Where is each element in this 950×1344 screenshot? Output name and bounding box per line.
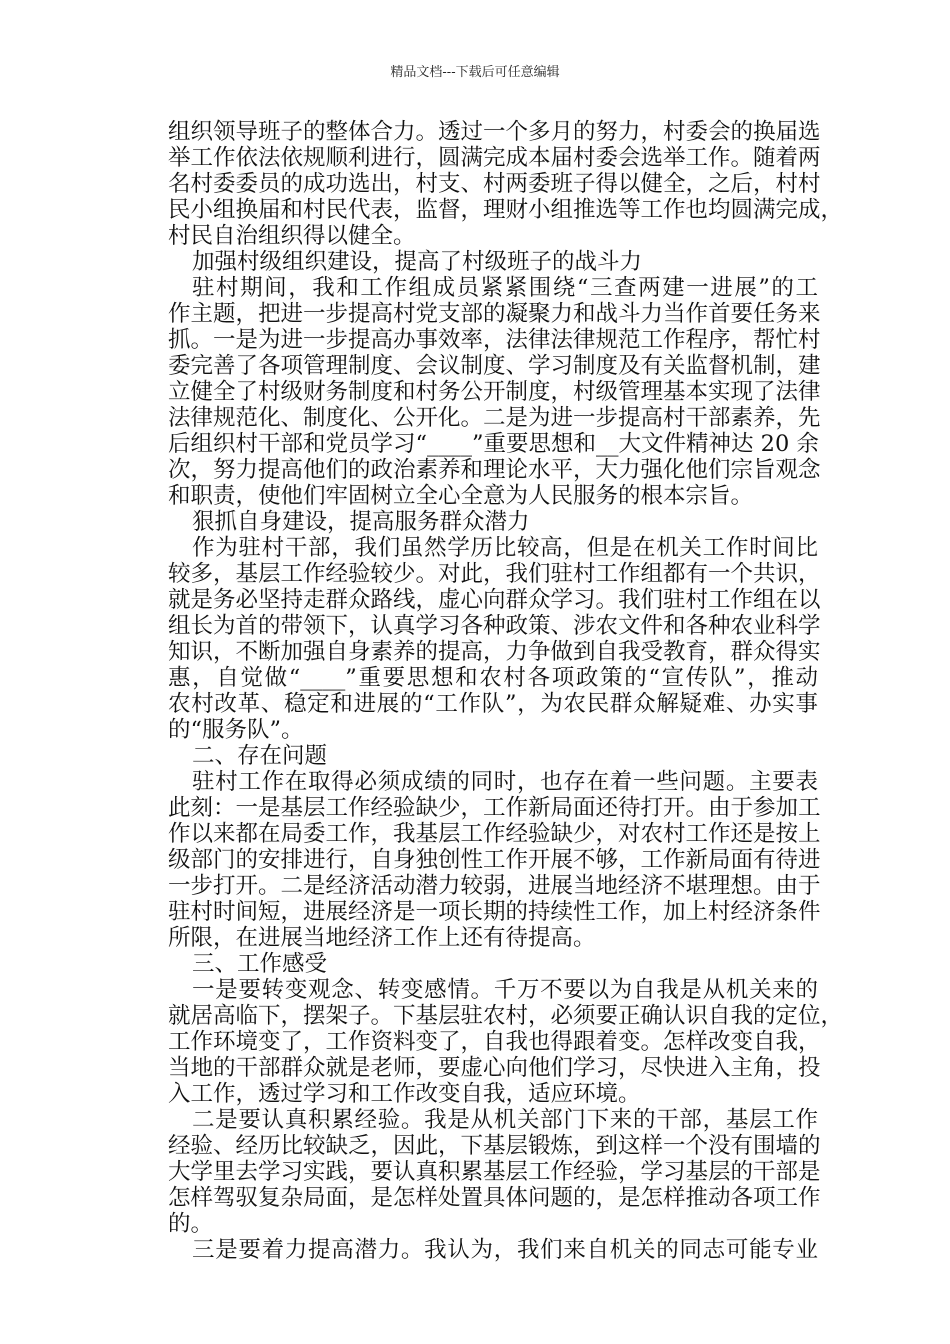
text-line: 一是要转变观念、转变感情。千万不要以为自我是从机关来的: [192, 977, 818, 1003]
text-line: 组长为首的带领下，认真学习各种政策、涉农文件和各种农业科学: [168, 613, 821, 639]
text-line: 和职责，使他们牢固树立全心全意为人民服务的根本宗旨。: [168, 483, 754, 509]
text-line: 农村改革、稳定和进展的“工作队”，为农民群众解疑难、办实事: [168, 691, 818, 717]
section-heading: 加强村级组织建设，提高了村级班子的战斗力: [192, 249, 643, 275]
text-line: 惠，自觉做“____”重要思想和农村各项政策的“宣传队”，推动: [168, 665, 818, 691]
text-line: 作以来都在局委工作，我基层工作经验缺少，对农村工作还是按上: [168, 821, 821, 847]
text-line: 所限，在进展当地经济工作上还有待提高。: [168, 925, 596, 951]
text-line: 大学里去学习实践，要认真积累基层工作经验，学习基层的干部是: [168, 1159, 821, 1185]
text-line: 组织领导班子的整体合力。透过一个多月的努力，村委会的换届选: [168, 119, 821, 145]
text-line: 的。: [168, 1211, 214, 1237]
text-line: 知识，不断加强自身素养的提高，力争做到自我受教育，群众得实: [168, 639, 821, 665]
text-line: 法律规范化、制度化、公开化。二是为进一步提高村干部素养，先: [168, 405, 821, 431]
text-line: 怎样驾驭复杂局面，是怎样处置具体问题的，是怎样推动各项工作: [168, 1185, 821, 1211]
text-line: 的“服务队”。: [168, 717, 304, 743]
text-line: 驻村工作在取得必须成绩的同时，也存在着一些问题。主要表: [192, 769, 818, 795]
text-line: 工作环境变了，工作资料变了，自我也得跟着变。怎样改变自我，: [168, 1029, 821, 1055]
text-line: 后组织村干部和党员学习“____”重要思想和__大文件精神达 20 余: [168, 431, 819, 457]
section-heading: 狠抓自身建设，提高服务群众潜力: [192, 509, 530, 535]
text-line: 经验、经历比较缺乏，因此，下基层锻炼，到这样一个没有围墙的: [168, 1133, 821, 1159]
text-line: 驻村时间短，进展经济是一项长期的持续性工作，加上村经济条件: [168, 899, 821, 925]
page-header: 精品文档---下载后可任意编辑: [390, 65, 560, 80]
text-line: 名村委委员的成功选出，村支、村两委班子得以健全，之后，村村: [168, 171, 821, 197]
text-line: 二是要认真积累经验。我是从机关部门下来的干部，基层工作: [192, 1107, 818, 1133]
text-line: 立健全了村级财务制度和村务公开制度，村级管理基本实现了法律: [168, 379, 821, 405]
text-line: 作为驻村干部，我们虽然学历比较高，但是在机关工作时间比: [192, 535, 818, 561]
text-line: 抓。一是为进一步提高办事效率，法律法律规范工作程序，帮忙村: [168, 327, 821, 353]
text-line: 民小组换届和村民代表，监督，理财小组推选等工作也均圆满完成，: [168, 197, 844, 223]
text-line: 一步打开。二是经济活动潜力较弱，进展当地经济不堪理想。由于: [168, 873, 821, 899]
text-line: 就是务必坚持走群众路线，虚心向群众学习。我们驻村工作组在以: [168, 587, 821, 613]
text-line: 级部门的安排进行，自身独创性工作开展不够，工作新局面有待进: [168, 847, 821, 873]
text-line: 作主题，把进一步提高村党支部的凝聚力和战斗力当作首要任务来: [168, 301, 821, 327]
text-line: 就居高临下，摆架子。下基层驻农村，必须要正确认识自我的定位，: [168, 1003, 844, 1029]
document-body: [168, 119, 844, 1263]
text-line: 村民自治组织得以健全。: [168, 223, 416, 249]
text-line: 驻村期间，我和工作组成员紧紧围绕“三查两建一进展”的工: [192, 275, 818, 301]
text-line: 当地的干部群众就是老师，要虚心向他们学习，尽快进入主角，投: [168, 1055, 821, 1081]
text-line: 较多，基层工作经验较少。对此，我们驻村工作组都有一个共识，: [168, 561, 821, 587]
text-line: 次，努力提高他们的政治素养和理论水平，大力强化他们宗旨观念: [168, 457, 821, 483]
text-line: 举工作依法依规顺利进行，圆满完成本届村委会选举工作。随着两: [168, 145, 821, 171]
section-heading: 三、工作感受: [192, 951, 328, 977]
text-line: 委完善了各项管理制度、会议制度、学习制度及有关监督机制，建: [168, 353, 821, 379]
text-line: 此刻：一是基层工作经验缺少，工作新局面还待打开。由于参加工: [168, 795, 821, 821]
text-line: 三是要着力提高潜力。我认为，我们来自机关的同志可能专业: [192, 1237, 818, 1263]
text-line: 入工作，透过学习和工作改变自我，适应环境。: [168, 1081, 641, 1107]
section-heading: 二、存在问题: [192, 743, 328, 769]
